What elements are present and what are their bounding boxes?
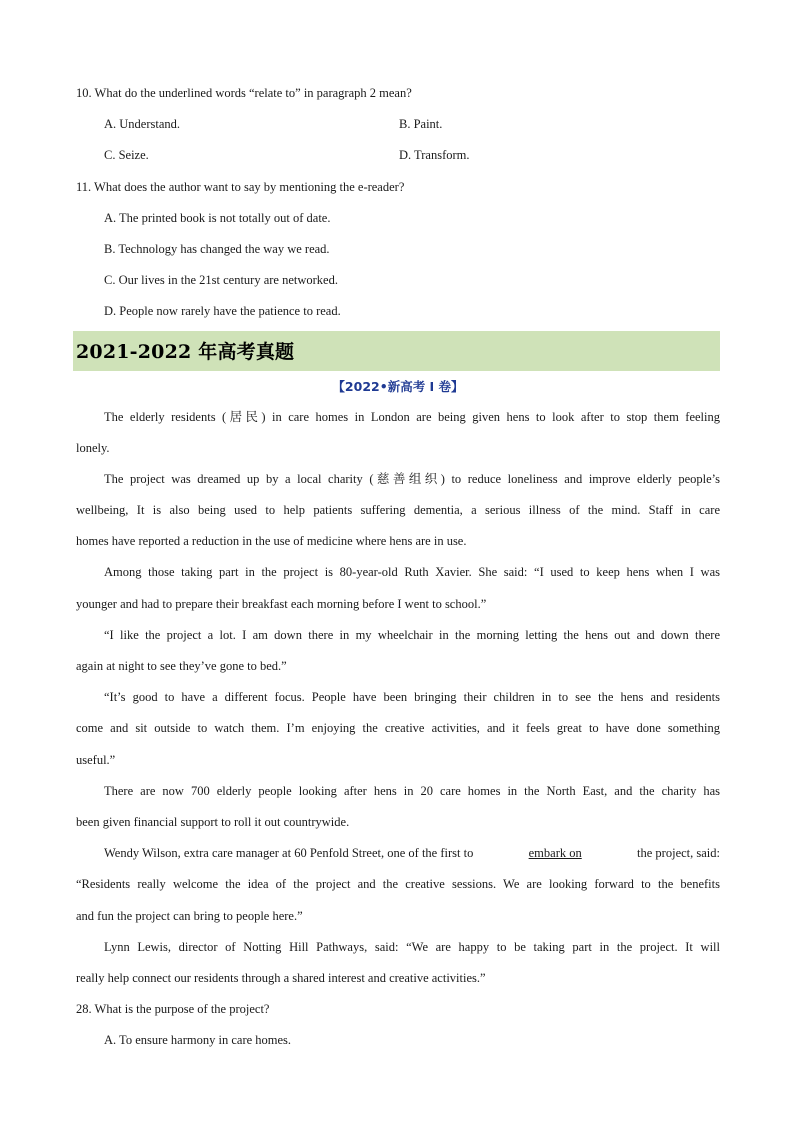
paragraph-line: “It’s good to have a different focus. People have been bringing their children in to see the hens and residents — [104, 690, 720, 705]
paragraph-line: really help connect our residents through a shared interest and creative activities.” — [76, 970, 486, 985]
option-a: A. The printed book is not totally out of date. — [104, 210, 331, 225]
section-banner — [73, 331, 720, 371]
question-10-options-row-1 — [76, 109, 720, 140]
paragraph-3 — [76, 557, 720, 619]
option-a: A. To ensure harmony in care homes. — [104, 1033, 292, 1048]
paragraph-line: “Residents really welcome the idea of the project and the creative sessions. We are looking forward to the benefits — [76, 877, 720, 892]
paragraph-line: younger and had to prepare their breakfast each morning before I went to school.” — [76, 596, 487, 611]
paragraph-5 — [76, 682, 720, 776]
question-11: 11. What does the author want to say by mentioning the e-reader? — [76, 179, 405, 194]
exam-source: 【2022•新高考 I 卷】 — [332, 378, 464, 394]
paragraph-line: been given financial support to roll it out countrywide. — [76, 814, 350, 829]
paragraph-line: come and sit outside to watch them. I’m enjoying the creative activities, and it feels great to have done something — [76, 721, 720, 736]
paragraph-line: The project was dreamed up by a local charity (慈善组织) to reduce loneliness and improve elderly people’s — [104, 471, 720, 486]
paragraph-line: homes have reported a reduction in the use of medicine where hens are in use. — [76, 534, 467, 549]
paragraph-line: wellbeing, It is also being used to help patients suffering dementia, a serious illness of the mind. Staff in care — [76, 503, 720, 518]
section-title: 2021-2022 年高考真题 — [76, 341, 295, 363]
question-10: 10. What do the underlined words “relate to” in paragraph 2 mean? — [76, 86, 412, 100]
question-10-options-row-2 — [76, 140, 720, 171]
underlined-phrase: embark on — [528, 846, 582, 861]
paragraph-7 — [76, 838, 720, 932]
paragraph-2 — [76, 464, 720, 558]
option-d: D. Transform. — [399, 148, 470, 163]
option-c: C. Our lives in the 21st century are networked. — [104, 273, 338, 288]
paragraph-line: useful.” — [76, 752, 116, 767]
paragraph-1 — [76, 402, 720, 464]
paragraph-line: The elderly residents (居民) in care homes in London are being given hens to look after to stop them feeling — [104, 409, 720, 424]
paragraph-line: “I like the project a lot. I am down there in my wheelchair in the morning letting the hens out and down there — [104, 627, 720, 642]
paragraph-line: There are now 700 elderly people looking after hens in 20 care homes in the North East, and the charity has — [104, 783, 720, 798]
paragraph-line: and fun the project can bring to people here.” — [76, 908, 303, 923]
paragraph-4 — [76, 620, 720, 682]
paragraph-6 — [76, 776, 720, 838]
paragraph-text: Wendy Wilson, extra care manager at 60 Penfold Street, one of the first to — [104, 846, 474, 861]
question-28: 28. What is the purpose of the project? — [76, 1002, 270, 1017]
option-b: B. Paint. — [399, 117, 443, 132]
option-c: C. Seize. — [104, 148, 149, 163]
paragraph-text: the project, said: — [637, 846, 720, 861]
passage — [76, 402, 720, 995]
document-page — [76, 78, 720, 1056]
paragraph-8 — [76, 932, 720, 994]
paragraph-line: again at night to see they’ve gone to bed.” — [76, 659, 287, 673]
paragraph-line: lonely. — [76, 440, 110, 455]
option-a: A. Understand. — [104, 117, 181, 132]
paragraph-line: Among those taking part in the project is 80-year-old Ruth Xavier. She said: “I used to keep hens when I was — [104, 565, 720, 580]
option-b: B. Technology has changed the way we read. — [104, 241, 330, 256]
paragraph-line: Lynn Lewis, director of Notting Hill Pathways, said: “We are happy to be taking part in the project. It will — [104, 939, 720, 954]
paragraph-line — [76, 838, 720, 869]
option-d: D. People now rarely have the patience to read. — [104, 304, 341, 319]
